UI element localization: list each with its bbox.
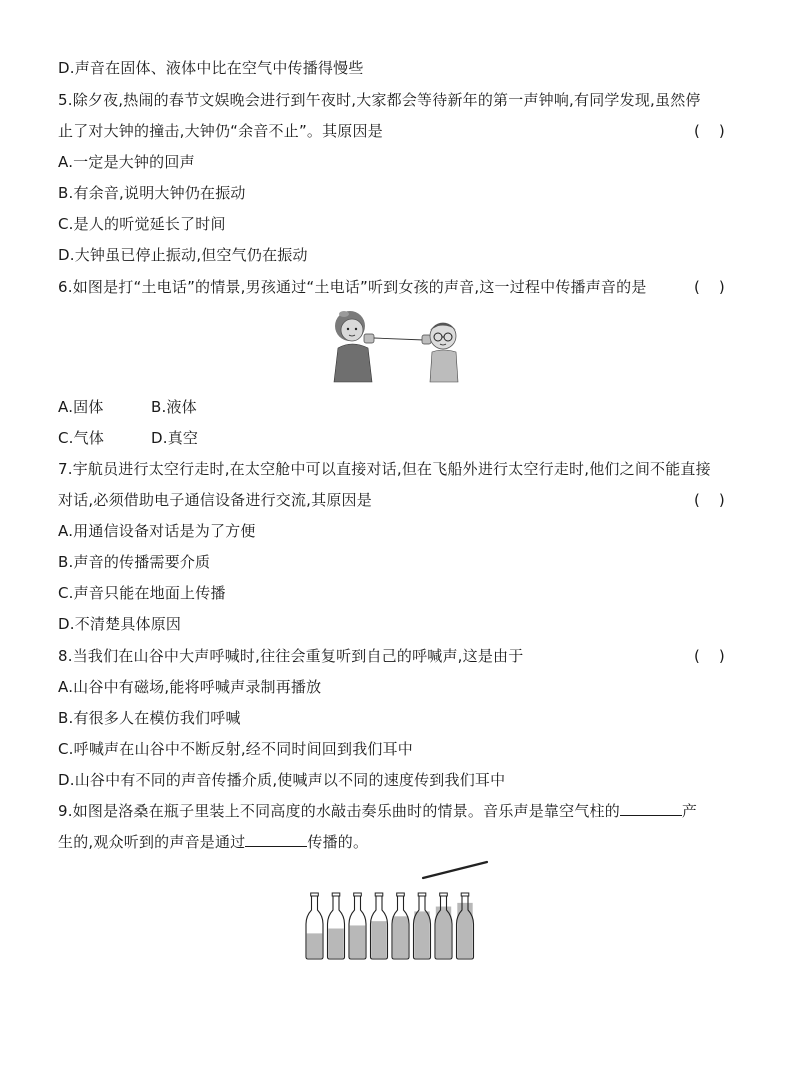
q9-stem-line2 — [58, 832, 368, 852]
bottle-water — [414, 911, 429, 958]
bottle-water — [436, 907, 451, 959]
bottle — [435, 893, 452, 959]
bottle-water — [371, 921, 386, 958]
telephone-string — [374, 338, 424, 340]
water-bottles-figure — [300, 858, 490, 964]
striking-stick — [423, 862, 487, 878]
bottle — [349, 893, 366, 959]
q6-options-row1 — [58, 397, 197, 417]
bottle-lip — [461, 893, 469, 896]
q5-answer-bracket: ( ) — [694, 122, 725, 140]
q7-stem-line1: 7.宇航员进行太空行走时,在太空舱中可以直接对话,但在飞船外进行太空行走时,他们之间不能直接 — [58, 460, 711, 478]
bottle-lip — [311, 893, 319, 896]
tin-can-telephone-figure — [330, 306, 470, 386]
q9-blank-2[interactable] — [245, 832, 307, 847]
q5-option-d: D.大钟虽已停止振动,但空气仍在振动 — [58, 246, 308, 264]
q6-options-row2 — [58, 428, 198, 448]
q8-option-d: D.山谷中有不同的声音传播介质,使喊声以不同的速度传到我们耳中 — [58, 771, 506, 789]
girl-figure — [334, 311, 374, 382]
bottle — [306, 893, 323, 959]
bottle-water — [307, 933, 322, 958]
q7-option-d: D.不清楚具体原因 — [58, 615, 182, 633]
q9-stem-part4: 传播的。 — [307, 833, 369, 851]
bottle-lip — [397, 893, 405, 896]
bottle-lip — [440, 893, 448, 896]
bottle-water — [350, 925, 365, 958]
q5-option-c: C.是人的听觉延长了时间 — [58, 215, 226, 233]
q5-stem-line2: 止了对大钟的撞击,大钟仍“余音不止”。其原因是 — [58, 122, 383, 140]
bottle-lip — [354, 893, 362, 896]
q6-option-a: A.固体 — [58, 398, 104, 416]
bottle-lip — [375, 893, 383, 896]
q9-stem-line1 — [58, 801, 697, 821]
q6-stem: 6.如图是打“土电话”的情景,男孩通过“土电话”听到女孩的声音,这一过程中传播声音的是 — [58, 278, 647, 296]
q7-stem-line2: 对话,必须借助电子通信设备进行交流,其原因是 — [58, 491, 372, 509]
q6-option-d: D.真空 — [151, 429, 199, 447]
q7-option-c: C.声音只能在地面上传播 — [58, 584, 226, 602]
q5-option-b: B.有余音,说明大钟仍在振动 — [58, 184, 246, 202]
bottle — [371, 893, 388, 959]
q9-stem-part2: 产 — [681, 802, 698, 820]
q5-stem-line1: 5.除夕夜,热闹的春节文娱晚会进行到午夜时,大家都会等待新年的第一声钟响,有同学发现,虽然停 — [58, 91, 701, 109]
q8-option-a: A.山谷中有磁场,能将呼喊声录制再播放 — [58, 678, 322, 696]
q7-option-a: A.用通信设备对话是为了方便 — [58, 522, 256, 540]
q8-answer-bracket: ( ) — [694, 647, 725, 665]
q6-option-c: C.气体 — [58, 429, 105, 447]
bottle — [392, 893, 409, 959]
q7-answer-bracket: ( ) — [694, 491, 725, 509]
q7-option-b: B.声音的传播需要介质 — [58, 553, 211, 571]
bottle — [328, 893, 345, 959]
q5-option-a: A.一定是大钟的回声 — [58, 153, 195, 171]
bottle-lip — [332, 893, 340, 896]
bottle-water — [328, 929, 343, 959]
q8-option-c: C.呼喊声在山谷中不断反射,经不同时间回到我们耳中 — [58, 740, 414, 758]
bottle-lip — [418, 893, 426, 896]
q4-option-d: D.声音在固体、液体中比在空气中传播得慢些 — [58, 59, 364, 77]
boy-figure — [422, 323, 458, 382]
bottle — [414, 893, 431, 959]
q9-blank-1[interactable] — [620, 801, 682, 816]
q6-answer-bracket: ( ) — [694, 278, 725, 296]
q9-stem-part1: 9.如图是洛桑在瓶子里装上不同高度的水敲击奏乐曲时的情景。音乐声是靠空气柱的 — [58, 802, 620, 820]
bottle-water — [457, 903, 472, 958]
bottle — [457, 893, 474, 959]
q6-option-b: B.液体 — [151, 398, 197, 416]
q9-stem-part3: 生的,观众听到的声音是通过 — [58, 833, 246, 851]
q8-option-b: B.有很多人在模仿我们呼喊 — [58, 709, 241, 727]
q8-stem: 8.当我们在山谷中大声呼喊时,往往会重复听到自己的呼喊声,这是由于 — [58, 647, 524, 665]
bottle-water — [393, 916, 408, 958]
